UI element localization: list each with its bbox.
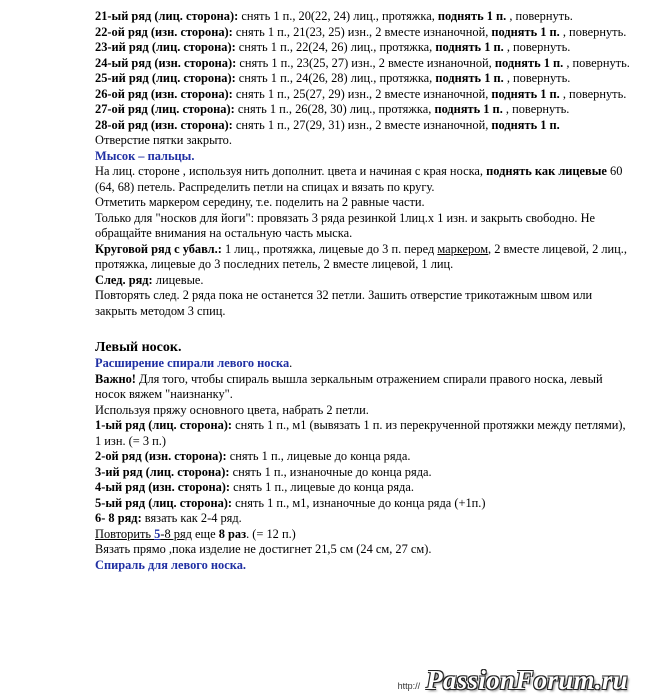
watermark [398,663,628,697]
toe-decrease-round: Круговой ряд с убавл.: 1 лиц., протяжка, лицевые до 3 п. перед маркером, 2 вместе лицевой, 2 лиц., протяжка, лицевые до 3 последних петель, 2 вместе лицевой, 1 лиц. [95,241,627,271]
row-pickup: поднять 1 п. [437,9,507,23]
row-tail: , повернуть. [502,102,570,116]
row-text: снять 1 п., 27(29, 31) изн., 2 вместе изнаночной, [232,117,492,132]
watermark-url-prefix: http:// [397,681,421,691]
repeat-instruction: Повторить 5-8 ряд еще 8 раз. (= 12 п.) [95,526,296,541]
toe-repeat-note: Повторять след. 2 ряда пока не останется 32 петли. Зашить отверстие трикотажным швом или закрыть методом 3 спиц. [95,288,593,318]
row-label: 3-ий ряд (лиц. сторона): [95,464,230,479]
row-label: 1-ый ряд (лиц. сторона): [95,418,233,432]
row-item [95,418,630,449]
row-pickup: поднять 1 п. [491,117,560,132]
row-item [95,465,630,481]
row-label: 22-ой ряд (изн. сторона): [95,24,233,39]
important-note: Важно! Для того, чтобы спираль вышла зеркальным отражением спирали правого носка, левый носок вяжем "наизнанку". [95,371,603,401]
rows-6-8: 6- 8 ряд: вязать как 2-4 ряд. [95,511,242,525]
row-label: 27-ой ряд (лиц. сторона): [95,102,235,116]
row-label: 25-ий ряд (лиц. сторона): [95,71,236,85]
row-text: снять 1 п., лицевые до конца ряда. [226,449,411,463]
row-label: 21-ый ряд (лиц. сторона): [95,9,239,23]
row-pickup: поднять 1 п. [491,24,560,39]
row-tail: , повернуть. [503,40,571,54]
row-item [95,25,630,41]
row-text: снять 1 п., изнаночные до конца ряда. [229,464,432,479]
row-item [95,9,630,25]
left-spiral-heading: Спираль для левого носка. [95,557,246,572]
knit-straight-note: Вязать прямо ,пока изделие не достигнет 21,5 см (24 см, 27 см). [95,542,432,556]
toe-next-round: След. ряд: лицевые. [95,272,204,287]
row-item [95,449,630,465]
toe-paragraph-2: Отметить маркером середину, т.е. поделить на 2 равные части. [95,195,425,209]
row-text: снять 1 п., м1, изнаночные до конца ряда (+1п.) [232,495,486,510]
row-tail: , повернуть. [563,55,630,70]
row-text: снять 1 п., 25(27, 29) изн., 2 вместе изнаночной, [232,86,492,101]
row-text: снять 1 п., 23(25, 27) изн., 2 вместе изнаночной, [236,55,495,70]
row-text: снять 1 п., лицевые до конца ряда. [230,480,414,494]
row-item [95,480,630,496]
row-text: снять 1 п., 21(23, 25) изн., 2 вместе изнаночной, [232,24,492,39]
row-tail: , повернуть. [559,24,627,39]
left-sock-title: Левый носок. [95,340,182,355]
row-item [95,496,630,512]
row-pickup: поднять 1 п. [494,55,564,70]
cast-on-note: Используя пряжу основного цвета, набрать 2 петли. [95,402,369,417]
row-label: 28-ой ряд (изн. сторона): [95,117,233,132]
row-text: снять 1 п., м1 (вывязать 1 п. из перекрученной протяжки между петлями), 1 изн. (= 3 п.) [95,418,626,448]
row-tail: , повернуть. [506,9,573,23]
row-tail: , повернуть. [503,71,571,85]
row-text: снять 1 п., 26(28, 30) лиц., протяжка, [234,102,435,116]
row-pickup: поднять 1 п. [434,102,503,116]
row-label: 2-ой ряд (изн. сторона): [95,449,227,463]
row-tail: , повернуть. [559,86,627,101]
watermark-logo: PassionForum.ru [426,664,628,695]
row-item [95,118,630,134]
row-label: 24-ый ряд (изн. сторона): [95,55,237,70]
row-label: 5-ый ряд (лиц. сторона): [95,495,233,510]
row-text: снять 1 п., 24(26, 28) лиц., протяжка, [235,71,436,85]
row-text: снять 1 п., 22(24, 26) лиц., протяжка, [235,40,436,54]
row-pickup: поднять 1 п. [435,71,504,85]
row-item [95,71,630,87]
row-item [95,102,630,118]
left-sock-row-list [95,418,630,511]
row-pickup: поднять 1 п. [491,86,560,101]
row-item [95,87,630,103]
left-sock-subheading: Расширение спирали левого носка. [95,356,293,370]
row-label: 4-ый ряд (изн. сторона): [95,480,231,494]
row-item [95,56,630,72]
heel-closed-note: Отверстие пятки закрыто. [95,133,232,147]
row-item [95,40,630,56]
toe-paragraph-1: На лиц. стороне , используя нить дополнит. цвета и начиная с края носка, поднять как лицевые 60 (64, 68) петель. Распределить петли на спицах и вязать по кругу. [95,164,623,194]
row-pickup: поднять 1 п. [435,40,504,54]
toe-paragraph-3: Только для "носков для йоги": провязать 3 ряда резинкой 1лиц.х 1 изн. и закрыть свободно. Не обращайте внимания на остальную часть мыска. [95,210,596,240]
short-row-list [95,9,630,133]
row-label: 26-ой ряд (изн. сторона): [95,86,233,101]
document-body [95,9,630,573]
row-label: 23-ий ряд (лиц. сторона): [95,40,236,54]
row-text: снять 1 п., 20(22, 24) лиц., протяжка, [238,9,438,23]
toe-heading: Мысок – пальцы. [95,148,195,163]
